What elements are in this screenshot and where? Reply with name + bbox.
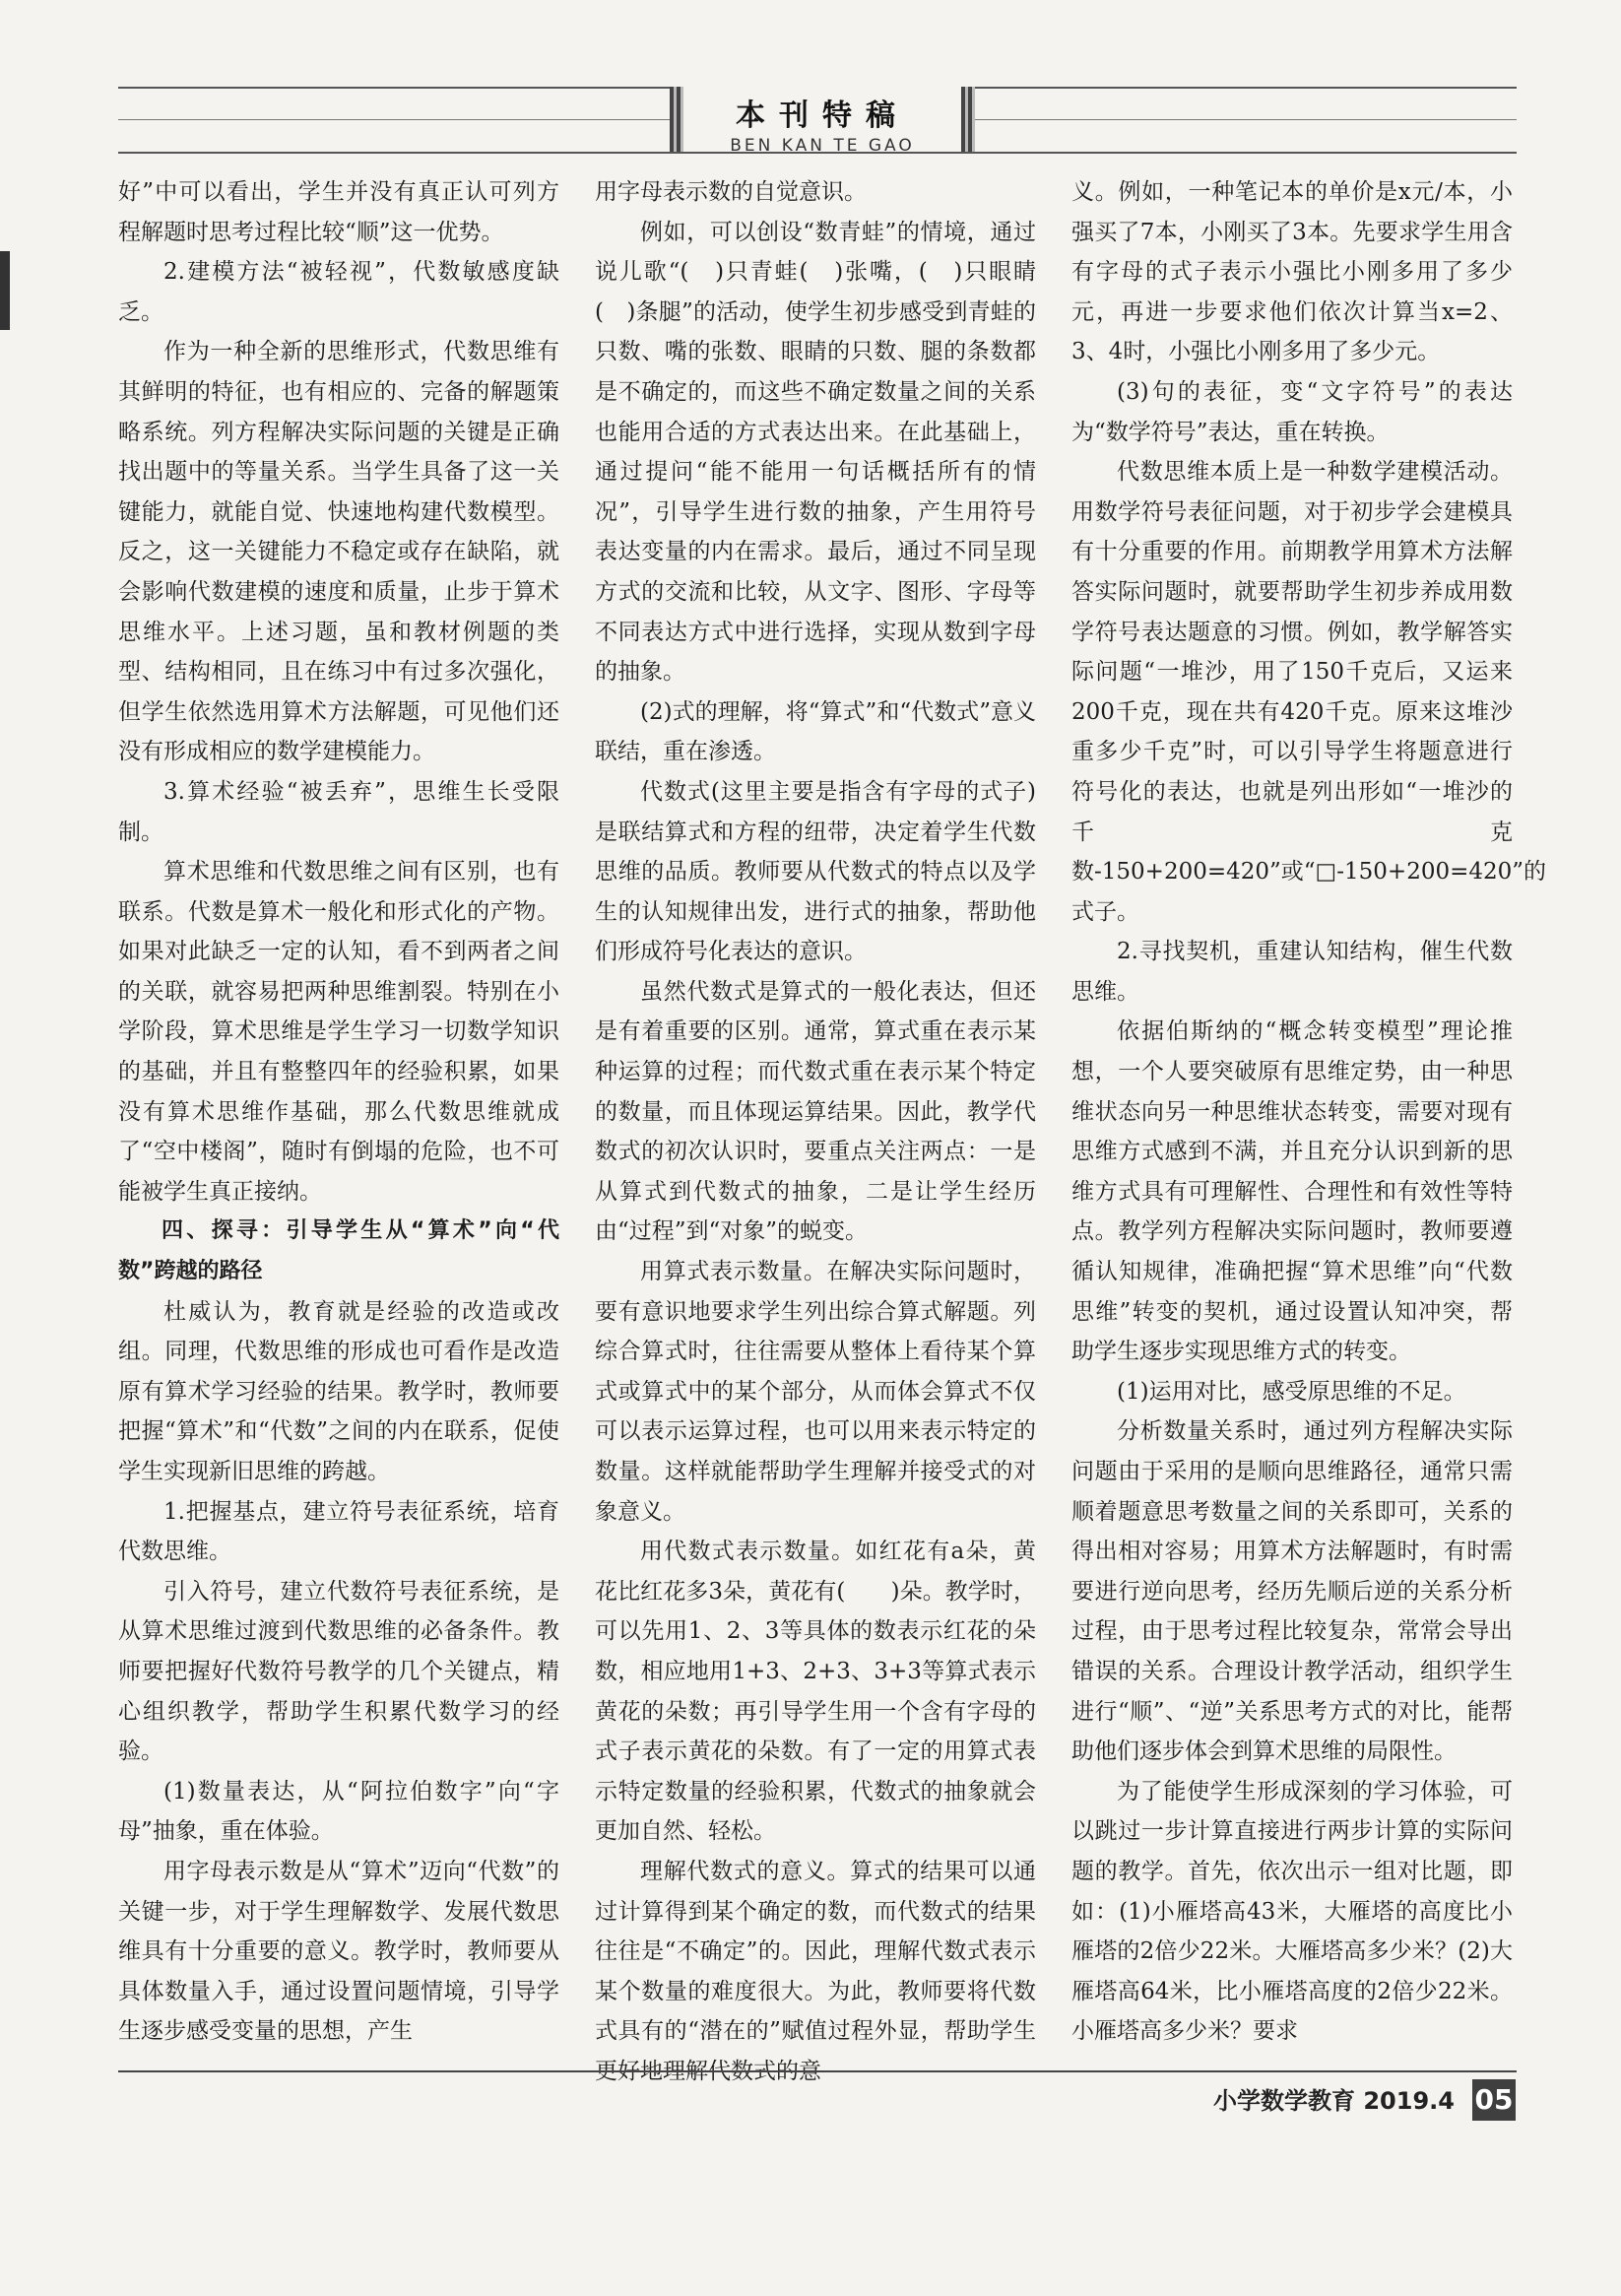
paragraph: 1.把握基点，建立符号表征系统，培育代数思维。 (118, 1498, 559, 1565)
paragraph: 2.寻找契机，重建认知结构，催生代数思维。 (1071, 939, 1513, 1005)
paragraph: 用字母表示数是从“算术”迈向“代数”的关键一步，对于学生理解数学、发展代数思维具有十分重要的意义。教学时，教师要从具体数量入手，通过设置问题情境，引导学生逐步感受变量的思想，产生 (118, 1858, 559, 2045)
paragraph: 3.算术经验“被丢弃”，思维生长受限制。 (118, 778, 559, 845)
article-body (118, 172, 1547, 2084)
text-column-2 (595, 172, 1036, 2084)
paragraph: 好”中可以看出，学生并没有真正认可列方程解题时思考过程比较“顺”这一优势。 (118, 179, 559, 245)
paragraph: 算术思维和代数思维之间有区别，也有联系。代数是算术一般化和形式化的产物。如果对此缺乏一定的认知，看不到两者之间的关联，就容易把两种思维割裂。特别在小学阶段，算术思维是学生学习一切数学知识的基础，并且有整整四年的经验积累，如果没有算术思维作基础，那么代数思维就成了“空中楼阁”，随时有倒塌的危险，也不可能被学生真正接纳。 (118, 859, 559, 1205)
text-column-1 (118, 172, 559, 2068)
paragraph: (1)数量表达，从“阿拉伯数字”向“字母”抽象，重在体验。 (118, 1778, 559, 1845)
paragraph: 2.建模方法“被轻视”，代数敏感度缺乏。 (118, 259, 559, 325)
paragraph: 用代数式表示数量。如红花有a朵，黄花比红花多3朵，黄花有( )朵。教学时，可以先用1、2、3等具体的数表示红花的朵数，相应地用1+3、2+3、3+3等算式表示黄花的朵数；再引导学生用一个含有字母的式子表示黄花的朵数。有了一定的用算式表示特定数量的经验积累，代数式的抽象就会更加自然、轻松。 (595, 1539, 1036, 1845)
paragraph: 用算式表示数量。在解决实际问题时，要有意识地要求学生列出综合算式解题。列综合算式时，往往需要从整体上看待某个算式或算式中的某个部分，从而体会算式不仅可以表示运算过程，也可以用来表示特定的数量。这样就能帮助学生理解并接受式的对象意义。 (595, 1259, 1036, 1525)
section-header (670, 87, 975, 156)
paragraph: 虽然代数式是算式的一般化表达，但还是有着重要的区别。通常，算式重在表示某种运算的过程；而代数式重在表示某个特定的数量，而且体现运算结果。因此，教学代数式的初次认识时，要重点关注两点：一是从算式到代数式的抽象，二是让学生经历由“过程”到“对象”的蜕变。 (595, 978, 1036, 1245)
paragraph: 代数式(这里主要是指含有字母的式子)是联结算式和方程的纽带，决定着学生代数思维的品质。教师要从代数式的特点以及学生的认知规律出发，进行式的抽象，帮助他们形成符号化表达的意识。 (595, 778, 1036, 965)
text-column-3 (1071, 172, 1547, 2068)
paragraph: 分析数量关系时，通过列方程解决实际问题由于采用的是顺向思维路径，通常只需顺着题意思考数量之间的关系即可，关系的得出相对容易；用算术方法解题时，有时需要进行逆向思考，经历先顺后逆的关系分析过程，由于思考过程比较复杂，常常会导出错误的关系。合理设计教学活动，组织学生进行“顺”、“逆”关系思考方式的对比，能帮助他们逐步体会到算术思维的局限性。 (1071, 1418, 1513, 1765)
spine-mark (0, 251, 10, 330)
paragraph: (2)式的理解，将“算式”和“代数式”意义联结，重在渗透。 (595, 698, 1036, 765)
section-title: 本刊特稿 (736, 98, 909, 133)
footer-rule (118, 2070, 1517, 2072)
paragraph: 理解代数式的意义。算式的结果可以通过计算得到某个确定的数，而代数式的结果往往是“不确定”的。因此，理解代数式表示某个数量的难度很大。为此，教师要将代数式具有的“潜在的”赋值过程外显，帮助学生更好地理解代数式的意 (595, 1858, 1036, 2084)
section-heading: 四、探寻：引导学生从“算术”向“代数”跨越的路径 (118, 1218, 559, 1284)
paragraph: 杜威认为，教育就是经验的改造或改组。同理，代数思维的形成也可看作是改造原有算术学习经验的结果。教学时，教师要把握“算术”和“代数”之间的内在联系，促使学生实现新旧思维的跨越。 (118, 1298, 559, 1484)
page-number: 05 (1472, 2079, 1516, 2121)
journal-name: 小学数学教育 2019.4 (1213, 2087, 1455, 2115)
section-subtitle: BEN KAN TE GAO (730, 136, 915, 156)
paragraph: (1)运用对比，感受原思维的不足。 (1117, 1378, 1466, 1405)
paragraph: 例如，可以创设“数青蛙”的情境，通过说儿歌“( )只青蛙( )张嘴，( )只眼睛( )条腿”的活动，使学生初步感受到青蛙的只数、嘴的张数、眼睛的只数、腿的条数都是不确定的，而这些不确定数量之间的关系也能用合适的方式表达出来。在此基础上，通过提问“能不能用一句话概括所有的情况”，引导学生进行数的抽象，产生用符号表达变量的内在需求。最后，通过不同呈现方式的交流和比较，从文字、图形、字母等不同表达方式中进行选择，实现从数到字母的抽象。 (595, 219, 1036, 686)
paragraph: 义。例如，一种笔记本的单价是x元/本，小强买了7本，小刚买了3本。先要求学生用含有字母的式子表示小强比小刚多用了多少元，再进一步要求他们依次计算当x=2、3、4时，小强比小刚多用了多少元。 (1071, 179, 1513, 365)
paragraph: 代数思维本质上是一种数学建模活动。用数学符号表征问题，对于初步学会建模具有十分重要的作用。前期教学用算术方法解答实际问题时，就要帮助学生初步养成用数学符号表达题意的习惯。例如，教学解答实际问题“一堆沙，用了150千克后，又运来200千克，现在共有420千克。原来这堆沙重多少千克”时，可以引导学生将题意进行符号化的表达，也就是列出形如“一堆沙的千克数-150+200=420”或“□-150+200=420”的式子。 (1071, 459, 1547, 925)
paragraph: 为了能使学生形成深刻的学习体验，可以跳过一步计算直接进行两步计算的实际问题的教学。首先，依次出示一组对比题，即如：(1)小雁塔高43米，大雁塔的高度比小雁塔的2倍少22米。大雁塔高多少米？(2)大雁塔高64米，比小雁塔高度的2倍少22米。小雁塔高多少米？要求 (1071, 1778, 1513, 2045)
paragraph: 用字母表示数的自觉意识。 (595, 179, 867, 205)
paragraph: 引入符号，建立代数符号表征系统，是从算术思维过渡到代数思维的必备条件。教师要把握好代数符号教学的几个关键点，精心组织教学，帮助学生积累代数学习的经验。 (118, 1578, 559, 1765)
paragraph: 作为一种全新的思维形式，代数思维有其鲜明的特征，也有相应的、完备的解题策略系统。列方程解决实际问题的关键是正确找出题中的等量关系。当学生具备了这一关键能力，就能自觉、快速地构建代数模型。反之，这一关键能力不稳定或存在缺陷，就会影响代数建模的速度和质量，止步于算术思维水平。上述习题，虽和教材例题的类型、结构相同，且在练习中有过多次强化，但学生依然选用算术方法解题，可见他们还没有形成相应的数学建模能力。 (118, 339, 559, 765)
paragraph: 依据伯斯纳的“概念转变模型”理论推想，一个人要突破原有思维定势，由一种思维状态向另一种思维状态转变，需要对现有思维方式感到不满，并且充分认识到新的思维方式具有可理解性、合理性和有效性等特点。教学列方程解决实际问题时，教师要遵循认知规律，准确把握“算术思维”向“代数思维”转变的契机，通过设置认知冲突，帮助学生逐步实现思维方式的转变。 (1071, 1018, 1513, 1365)
paragraph: (3)句的表征，变“文字符号”的表达为“数学符号”表达，重在转换。 (1071, 378, 1513, 445)
